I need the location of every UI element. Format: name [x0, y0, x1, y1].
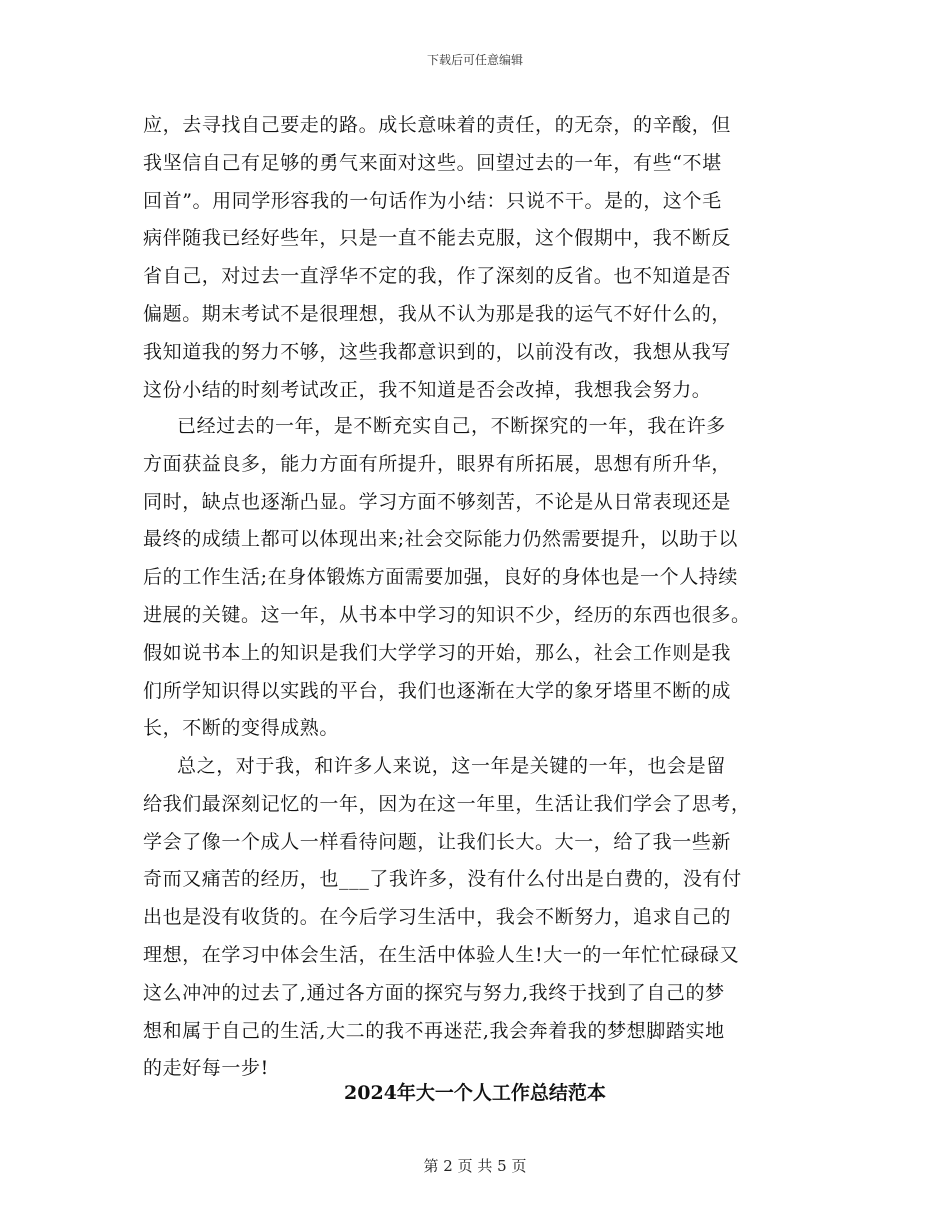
text-line: 最终的成绩上都可以体现出来;社会交际能力仍然需要提升，以助于以	[143, 528, 739, 551]
text-line: 假如说书本上的知识是我们大学学习的开始，那么，社会工作则是我	[143, 641, 732, 664]
text-line: 给我们最深刻记忆的一年，因为在这一年里，生活让我们学会了思考，	[143, 792, 751, 815]
text-line: 偏题。期末考试不是很理想，我从不认为那是我的运气不好什么的，	[143, 302, 732, 325]
text-line: 想和属于自己的生活,大二的我不再迷茫,我会奔着我的梦想脚踏实地	[143, 1019, 725, 1042]
text-line: 理想，在学习中体会生活，在生活中体验人生!大一的一年忙忙碌碌又	[143, 943, 740, 966]
text-line: 的走好每一步!	[143, 1057, 269, 1080]
text-line: 总之，对于我，和许多人来说，这一年是关键的一年，也会是留	[177, 755, 726, 777]
text-line: 长，不断的变得成熟。	[143, 717, 340, 740]
text-line: 省自己，对过去一直浮华不定的我，作了深刻的反省。也不知道是否	[143, 265, 732, 288]
text-line: 回首”。用同学形容我的一句话作为小结：只说不干。是的，这个毛	[143, 189, 722, 212]
text-line: 我坚信自己有足够的勇气来面对这些。回望过去的一年，有些“不堪	[143, 151, 722, 174]
text-line: 后的工作生活;在身体锻炼方面需要加强，良好的身体也是一个人持续	[143, 566, 739, 589]
page-number: 第 2 页 共 5 页	[423, 1157, 527, 1175]
text-line: 进展的关键。这一年，从书本中学习的知识不少，经历的东西也很多。	[143, 603, 751, 626]
text-line: 已经过去的一年，是不断充实自己，不断探究的一年，我在许多	[177, 415, 726, 437]
text-line: 出也是没有收货的。在今后学习生活中，我会不断努力，追求自己的	[143, 906, 732, 929]
text-line: 同时，缺点也逐渐凸显。学习方面不够刻苦，不论是从日常表现还是	[143, 490, 732, 513]
paragraph-2	[143, 408, 803, 748]
text-line: 奇而又痛苦的经历，也___了我许多，没有什么付出是白费的，没有付	[143, 868, 742, 891]
text-line: 方面获益良多，能力方面有所提升，眼界有所拓展，思想有所升华，	[143, 452, 732, 475]
paragraph-3	[143, 748, 803, 1088]
text-line: 这份小结的时刻考试改正，我不知道是否会改掉，我想我会努力。	[143, 378, 712, 401]
text-line: 学会了像一个成人一样看待问题，让我们长大。大一，给了我一些新	[143, 830, 732, 853]
text-line: 应，去寻找自己要走的路。成长意味着的责任，的无奈，的辛酸，但	[143, 114, 732, 136]
page-header: 下载后可任意编辑	[426, 53, 523, 67]
text-line: 我知道我的努力不够，这些我都意识到的，以前没有改，我想从我写	[143, 340, 732, 363]
text-line: 病伴随我已经好些年，只是一直不能去克服，这个假期中，我不断反	[143, 227, 732, 250]
text-line: 们所学知识得以实践的平台，我们也逐渐在大学的象牙塔里不断的成	[143, 679, 732, 702]
text-line: 这么冲冲的过去了,通过各方面的探究与努力,我终于找到了自己的梦	[143, 981, 725, 1004]
section-heading: 2024年大一个人工作总结范本	[344, 1082, 606, 1104]
paragraph-1	[143, 107, 803, 409]
